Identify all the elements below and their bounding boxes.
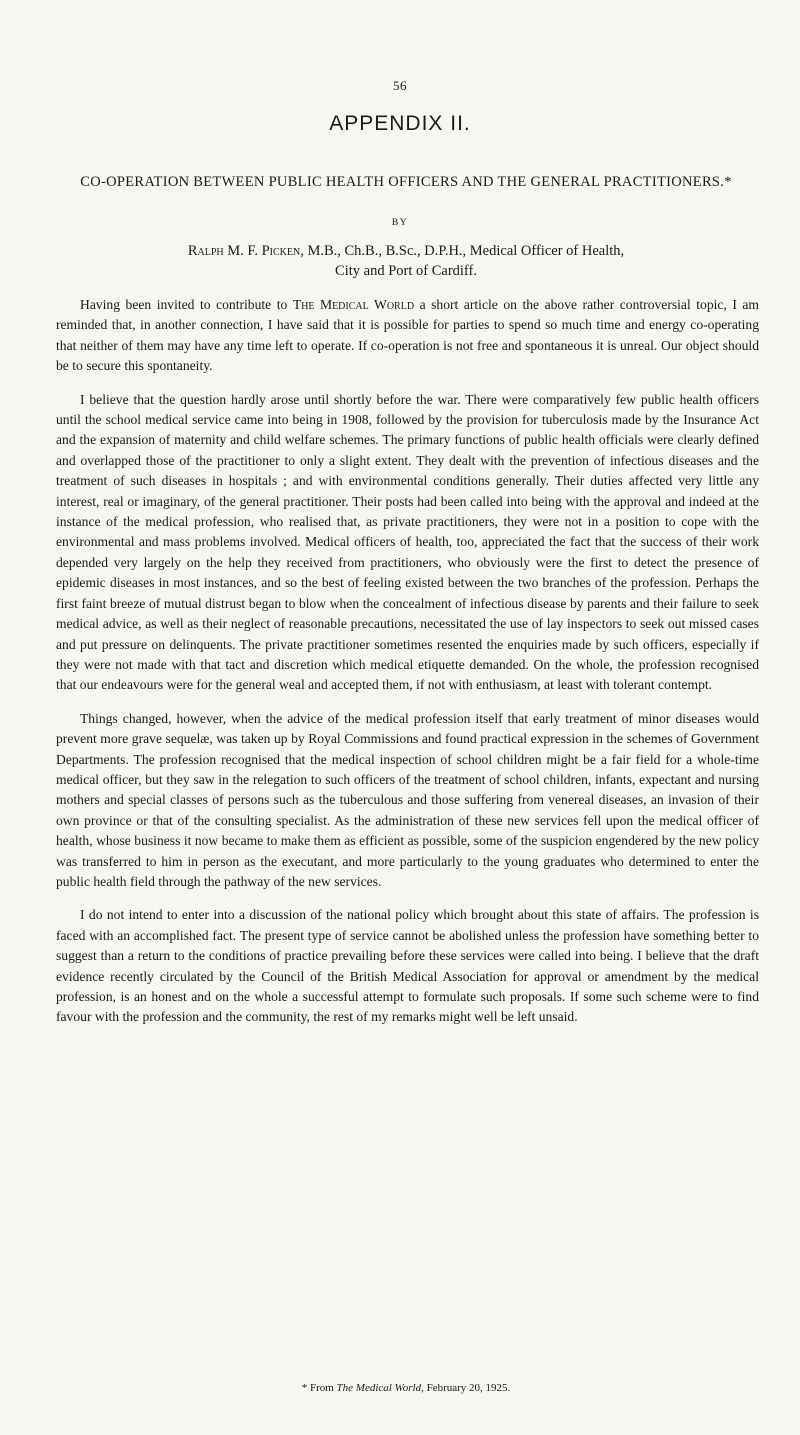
paragraph-1-rest: a short article on the above rather controversial topic, I am reminded that, in another connection, I have said that it is possible for parties to spend so much time and energy co-operating that neither of them may have any time left to operate. If co-operation is not free and spontaneous it is unreal. Our object should be to secure this spontaneity. (56, 297, 760, 374)
paragraph-3: Things changed, however, when the advice of the medical profession itself that early treatment of minor diseases would prevent more grave sequelæ, was taken up by Royal Commissions and found practical expression in the schemes of Government Departments. The profession recognised that the medical inspection of school children might be a fair field for a whole-time medical officer, but they saw in the relegation to such officers of the treatment of school children, infants, expectant and nursing mothers and special classes of persons such as the tuberculous and those suffering from venereal diseases, an invasion of their own province or that of the consulting specialist. As the administration of these new services fell upon the medical officer of health, whose business it now became to make them as efficient as possible, some of the suspicion engendered by the new policy was transferred to him in person as the executant, and more particularly to the young graduates who determined to enter the public health field through the pathway of the new services. (56, 710, 759, 889)
journal-name: The Medical World (292, 297, 415, 312)
author-position: City and Port of Cardiff. (335, 263, 477, 279)
paragraph-4: I do not intend to enter into a discussion of the national policy which brought about this state of affairs. The profession is faced with an accomplished fact. The present type of service cannot be abolished unless the profession have something better to suggest than a return to the conditions of practice prevailing before these services were called into being. I believe that the draft evidence recently circulated by the Council of the British Medical Association for approval or amendment by the medical profession, is an honest and on the whole a successful attempt to formulate such proposals. If some such scheme were to find favour with the profession and the community, the rest of my remarks might well be left unsaid. (56, 907, 759, 1025)
footnote-prefix: * From (301, 1382, 337, 1394)
paragraph-1 (56, 295, 759, 377)
author-credentials: , M.B., Ch.B., B.Sc., D.P.H., Medical Officer of Health, (300, 243, 625, 259)
footnote-date: February 20, 1925. (423, 1382, 511, 1394)
footnote-journal: The Medical World, (336, 1382, 424, 1394)
author-name: Ralph M. F. Picken (187, 243, 301, 259)
page-number: 56 (393, 78, 407, 93)
paragraph-1-start: Having been invited to contribute to (80, 297, 293, 312)
author-block (56, 241, 756, 281)
article-body (56, 295, 759, 1041)
footnote (56, 1382, 756, 1394)
paragraph-2: I believe that the question hardly arose until shortly before the war. There were comparatively few public health officers until the school medical service came into being in 1908, followed by the provision for tuberculosis made by the Insurance Act and the expansion of maternity and child welfare schemes. The primary functions of public health officials were clearly defined and overlapped those of the practitioner to only a slight extent. They dealt with the prevention of infectious diseases and the treatment of such diseases in hospitals ; and with environmental conditions generally. Their duties affected very little any interest, real or imaginary, of the general practitioner. Their posts had been called into being with the approval and indeed at the instance of the medical profession, who realised that, as private practitioners, they were not in a position to cope with the environmental and mass problems involved. Medical officers of health, too, appreciated the fact that the success of their work depended very largely on the help they received from practitioners, who obviously were the first to detect the presence of epidemic diseases in most instances, and so the best of feeling existed between the two branches of the profession. Perhaps the first faint breeze of mutual distrust began to blow when the concealment of infectious disease by parents and their failure to seek medical advice, as well as their neglect of reasonable precautions, necessitated the use of lay inspectors to seek out missed cases and put pressure on delinquents. The private practitioner sometimes resented the enquiries made by such officers, especially if they were not made with that tact and discretion which medical etiquette demanded. On the whole, the profession recognised that our endeavours were for the general weal and accepted them, if not with enthusiasm, at least with tolerant contempt. (56, 391, 759, 693)
appendix-heading: APPENDIX II. (329, 112, 471, 135)
article-title: CO-OPERATION BETWEEN PUBLIC HEALTH OFFICERS AND THE GENERAL PRACTITIONERS.* (80, 174, 732, 190)
byline-label: BY (391, 218, 409, 228)
